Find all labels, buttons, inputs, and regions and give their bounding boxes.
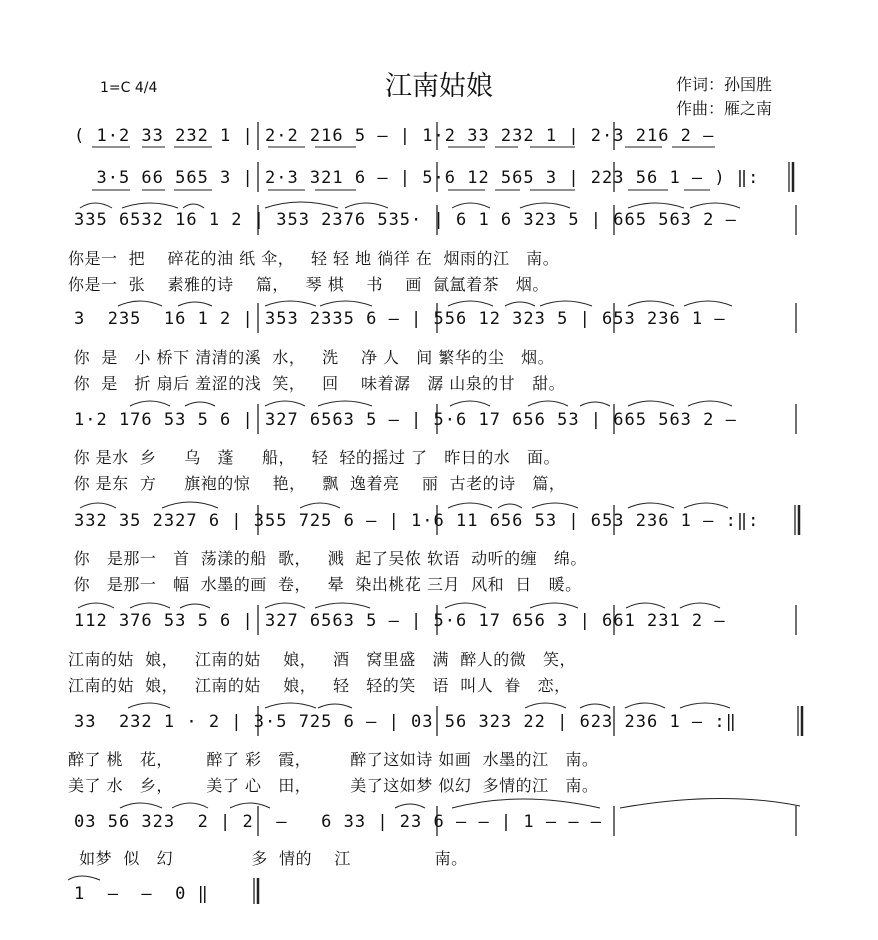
system-4 xyxy=(74,307,804,335)
notation-line: 03 56 323 2 | 2 — 6 33 | 23 6 — — | 1 — — — xyxy=(74,812,603,832)
notation-line: 332 35 2327 6 | 355 725 6 — | 1·6 11 656 53 | 653 236 1 — :‖: xyxy=(74,511,760,531)
system-9 xyxy=(74,810,804,838)
system-5 xyxy=(74,408,804,436)
notation-line: 112 376 53 5 6 | 327 6563 5 — | 5·6 17 656 3 | 661 231 2 — xyxy=(74,611,726,631)
system-3 xyxy=(74,208,804,236)
lyricist-credit: 作词：孙国胜 xyxy=(676,75,773,94)
notation-line: 3 235 16 1 2 | 353 2335 6 — | 556 12 323 5 | 653 236 1 — xyxy=(74,309,726,329)
notation-line: 3·5 66 565 3 | 2·3 321 6 — | 5·6 12 565 3 | 223 56 1 — ) ‖: xyxy=(74,168,760,188)
system-8 xyxy=(74,710,804,738)
lyric-verse-2: 你 是东 方 旗袍的惊 艳， 飘 逸着亮 丽 古老的诗 篇， xyxy=(68,474,566,493)
system-2 xyxy=(74,166,804,194)
lyric-verse-1: 你 是 小 桥下 清清的溪 水， 洗 净 人 间 繁华的尘 烟。 xyxy=(68,348,555,367)
notation-line: 1·2 176 53 5 6 | 327 6563 5 — | 5·6 17 656 53 | 665 563 2 — xyxy=(74,410,737,430)
lyric-verse-2: 你是一 张 素雅的诗 篇， 琴 棋 书 画 氤氲着茶 烟。 xyxy=(68,275,549,294)
lyric-verse-1: 醉了 桃 花， 醉了 彩 霞， 醉了这如诗 如画 水墨的江 南。 xyxy=(68,750,599,769)
system-7 xyxy=(74,609,804,637)
notation-line: 1 — — 0 ‖ xyxy=(74,884,209,904)
lyric-line: 如梦 似 幻 多 情的 江 南。 xyxy=(68,849,468,868)
notation-line: 335 6532 16 1 2 | 353 2376 535· | 6 1 6 323 5 | 665 563 2 — xyxy=(74,210,737,230)
lyric-verse-1: 你 是水 乡 乌 蓬 船， 轻 轻的摇过 了 昨日的水 面。 xyxy=(68,448,560,467)
system-6 xyxy=(74,509,804,537)
song-title: 江南姑娘 xyxy=(385,71,493,102)
notation-line: ( 1·2 33 232 1 | 2·2 216 5 — | 1·2 33 232 1 | 2·3 216 2 — xyxy=(74,126,715,146)
lyric-verse-2: 你 是 折 扇后 羞涩的浅 笑， 回 味着潺 潺 山泉的甘 甜。 xyxy=(68,374,566,393)
system-1 xyxy=(74,124,804,152)
notation-line: 33 232 1 · 2 | 3·5 725 6 — | 03 56 323 22 | 623 236 1 — :‖ xyxy=(74,712,737,732)
key-signature: 1=C 4/4 xyxy=(100,80,158,96)
system-10 xyxy=(74,882,804,910)
lyric-verse-1: 江南的姑 娘， 江南的姑 娘， 酒 窝里盛 满 醉人的微 笑， xyxy=(68,650,576,669)
lyric-verse-1: 你是一 把 碎花的油 纸 伞， 轻 轻 地 徜徉 在 烟雨的江 南。 xyxy=(68,249,560,268)
lyric-verse-2: 你 是那一 幅 水墨的画 卷， 晕 染出桃花 三月 风和 日 暖。 xyxy=(68,575,582,594)
lyric-verse-2: 江南的姑 娘， 江南的姑 娘， 轻 轻的笑 语 叫人 眷 恋， xyxy=(68,676,571,695)
lyric-verse-1: 你 是那一 首 荡漾的船 歌， 溅 起了吴侬 软语 动听的缠 绵。 xyxy=(68,549,587,568)
lyric-verse-2: 美了 水 乡， 美了 心 田， 美了这如梦 似幻 多情的江 南。 xyxy=(68,776,599,795)
composer-credit: 作曲：雁之南 xyxy=(676,99,773,118)
